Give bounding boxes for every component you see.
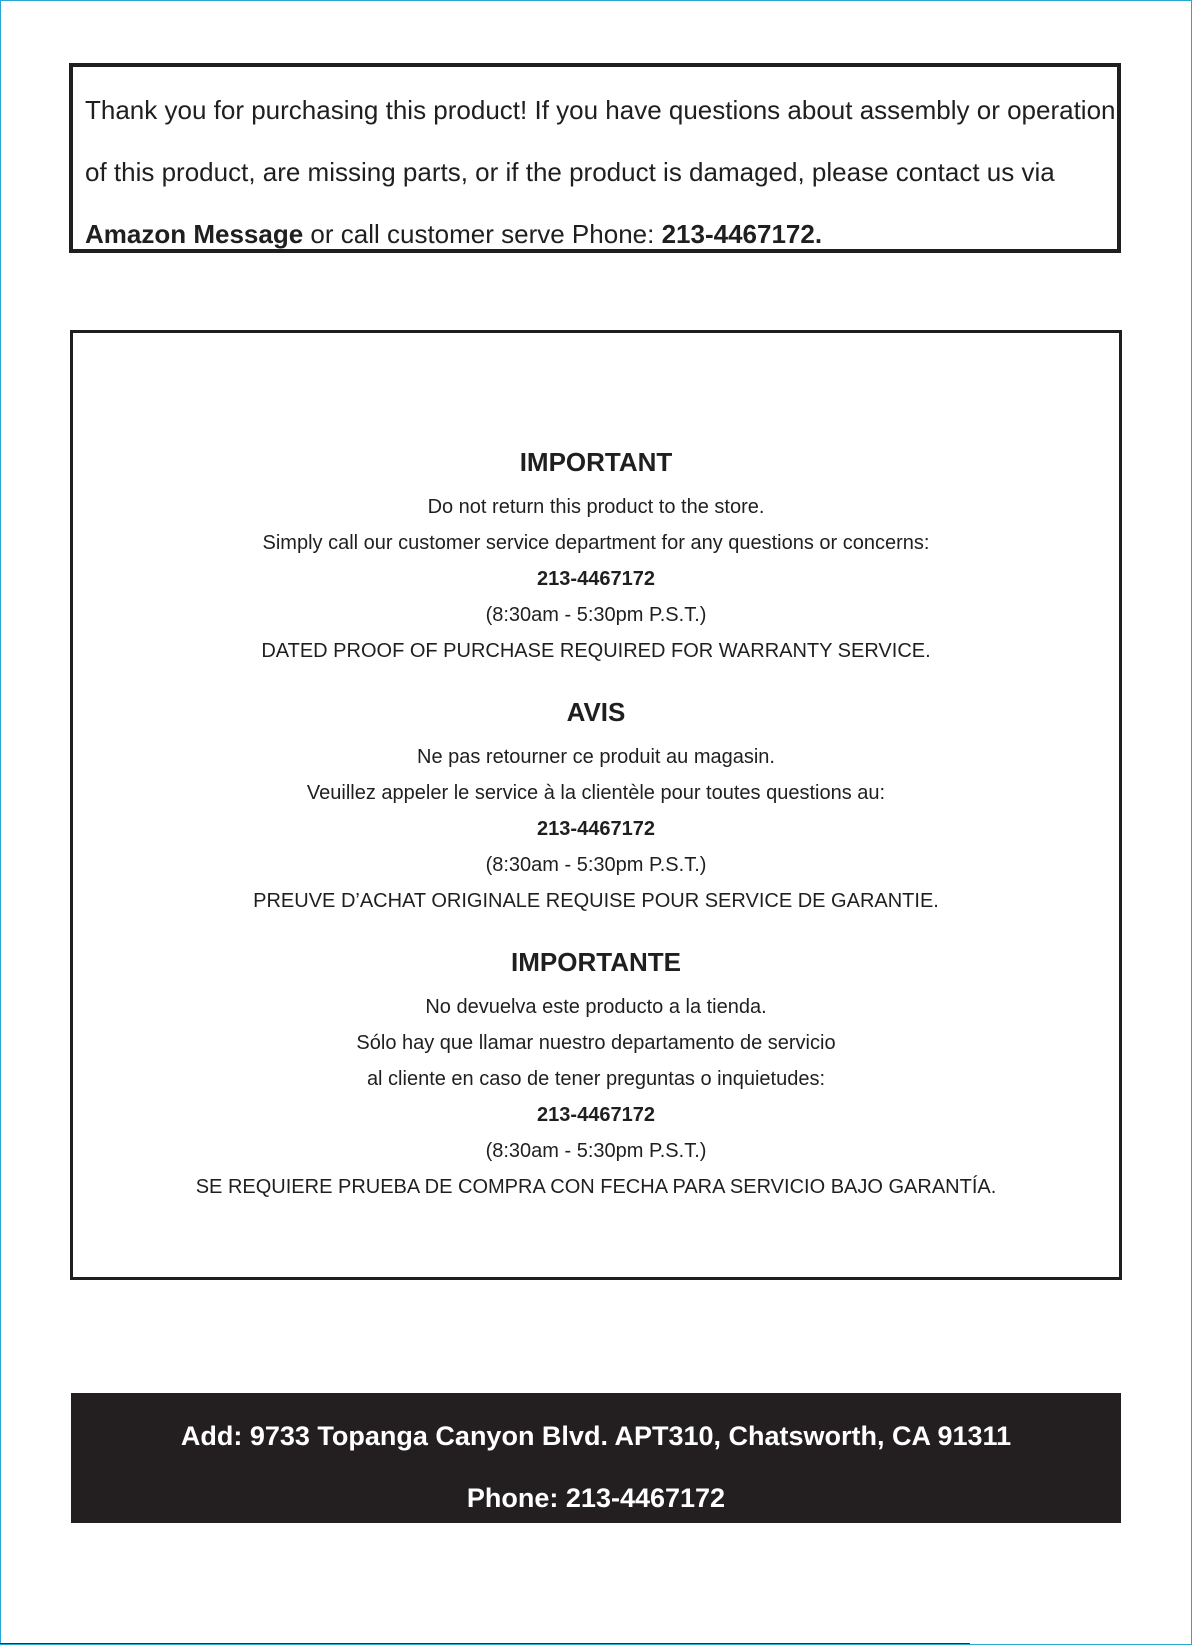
spanish-line-2: Sólo hay que llamar nuestro departamento de servicio [356,1032,836,1054]
spanish-line-1: No devuelva este producto a la tienda. [425,996,767,1018]
intro-notice-box [69,63,1121,253]
section-spanish [73,945,1119,1205]
english-proof: DATED PROOF OF PURCHASE REQUIRED FOR WARRANTY SERVICE. [261,640,931,662]
english-phone: 213-4467172 [537,568,655,590]
spanish-hours: (8:30am - 5:30pm P.S.T.) [485,1140,707,1162]
banner-address: Add: 9733 Topanga Canyon Blvd. APT310, Chatsworth, CA 91311 [180,1421,1012,1451]
french-hours: (8:30am - 5:30pm P.S.T.) [485,854,707,876]
bottom-rule [0,1643,970,1644]
return-notice-box [70,330,1122,1280]
intro-line-2: of this product, are missing parts, or if the product is damaged, please contact us via [85,157,1055,187]
address-banner [71,1393,1121,1523]
english-line-1: Do not return this product to the store. [427,496,765,518]
intro-phone: 213-4467172. [661,219,823,249]
section-title-french: AVIS [566,697,626,727]
section-french [73,695,1119,919]
amazon-message-label: Amazon Message [85,219,304,249]
intro-line-3-text: or call customer serve Phone: [303,219,662,249]
intro-line-3 [85,203,1105,265]
english-line-2: Simply call our customer service department for any questions or concerns: [262,532,930,554]
spanish-proof: SE REQUIERE PRUEBA DE COMPRA CON FECHA PARA SERVICIO BAJO GARANTÍA. [195,1176,997,1198]
section-title-spanish: IMPORTANTE [511,947,681,977]
section-english [73,445,1119,669]
french-line-2: Veuillez appeler le service à la clientèle pour toutes questions au: [306,782,886,804]
french-phone: 213-4467172 [537,818,655,840]
spanish-line-3: al cliente en caso de tener preguntas o inquietudes: [366,1068,826,1090]
section-title-english: IMPORTANT [519,447,673,477]
intro-line-1: Thank you for purchasing this product! If you have questions about assembly or operation [85,95,1116,125]
french-line-1: Ne pas retourner ce produit au magasin. [417,746,775,768]
french-proof: PREUVE D’ACHAT ORIGINALE REQUISE POUR SERVICE DE GARANTIE. [253,890,939,912]
notice-content [73,445,1119,1231]
english-hours: (8:30am - 5:30pm P.S.T.) [485,604,707,626]
spanish-phone: 213-4467172 [537,1104,655,1126]
banner-phone: Phone: 213-4467172 [466,1483,726,1513]
